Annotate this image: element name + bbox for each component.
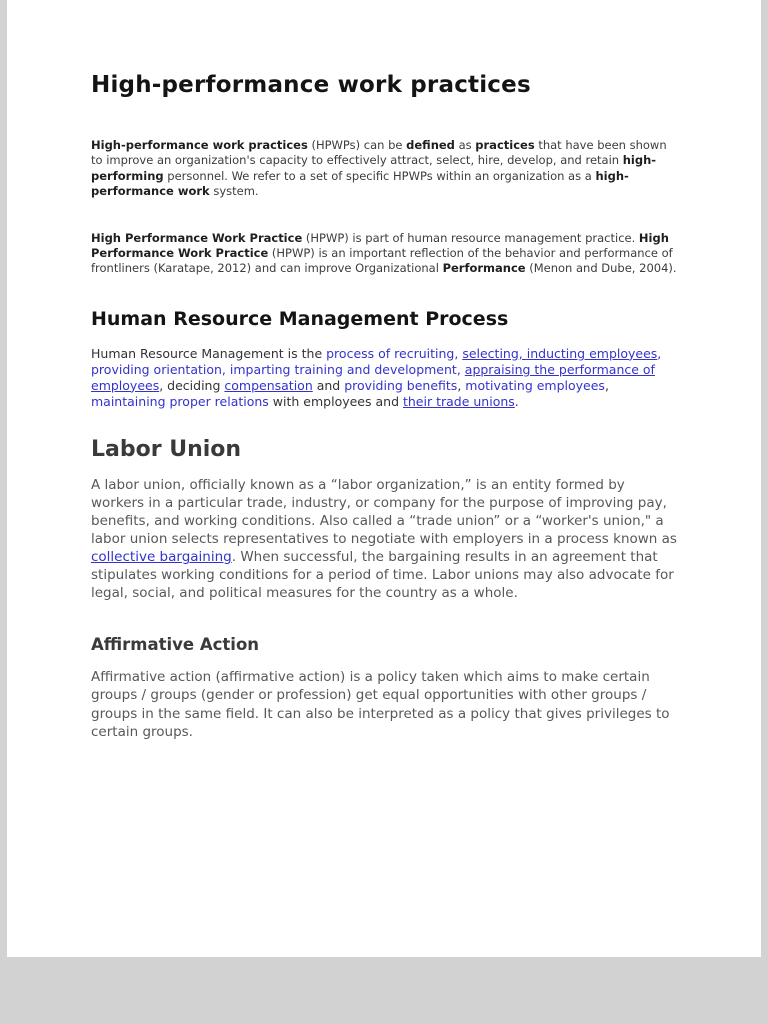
text-segment: (HPWP) is an important reflection of the behavior and performance of frontliners (Karatape, 2012) and can improve Organizational bbox=[91, 246, 673, 276]
text-segment: high-performing bbox=[91, 153, 657, 183]
text-segment: High-performance work practices bbox=[91, 138, 308, 152]
text-segment: Performance bbox=[442, 261, 526, 276]
inline-link[interactable]: compensation bbox=[224, 377, 313, 393]
text-segment: (HPWP) is part of human resource management practice. bbox=[302, 230, 639, 245]
inline-link[interactable]: maintaining proper relations bbox=[91, 393, 269, 409]
text-segment: High-performance work practices bbox=[91, 72, 531, 98]
text-segment: , bbox=[657, 345, 662, 361]
text-segment: A labor union, officially known as a “labor organization,” is an entity formed by workers in a particular trade, industry, or company for the purpose of improving pay, benefits, and working conditions. Also called a “trade union” or a “worker's union," a labor union selects representatives to negotiate with employers in a process known as bbox=[91, 476, 677, 548]
text-segment: . bbox=[514, 393, 519, 409]
text-segment: High Performance Work Practice bbox=[91, 230, 303, 245]
document-title bbox=[91, 72, 679, 98]
text-segment: Affirmative action (affirmative action) is a policy taken which aims to make certain groups / groups (gender or profession) get equal opportunities with other groups / groups in the same field. It can also be interpreted as a policy that gives privileges to certain groups. bbox=[91, 669, 670, 740]
text-segment: Human Resource Management is the bbox=[91, 345, 327, 361]
text-segment: , bbox=[604, 377, 609, 393]
text-segment: system. bbox=[209, 184, 259, 199]
text-segment: practices bbox=[475, 138, 535, 152]
hrm-process-paragraph bbox=[91, 346, 679, 410]
text-segment: , bbox=[457, 377, 466, 393]
inline-link[interactable]: motivating employees bbox=[465, 377, 605, 393]
text-segment: , bbox=[518, 345, 527, 361]
inline-link[interactable]: collective bargaining bbox=[91, 549, 232, 566]
text-segment: high-performance work bbox=[91, 168, 629, 199]
inline-link[interactable]: selecting bbox=[462, 345, 519, 361]
text-segment: . When successful, the bargaining results in an agreement that stipulates working conditions for a period of time. Labor unions may also advocate for legal, social, and political measures for the country as a whole. bbox=[91, 549, 674, 602]
inline-link[interactable]: their trade unions bbox=[402, 393, 515, 409]
inline-link[interactable]: providing orientation, imparting training and development bbox=[91, 361, 457, 377]
inline-link[interactable]: appraising the performance of employees bbox=[91, 361, 655, 393]
text-segment: Affirmative Action bbox=[91, 635, 260, 655]
labor-union-paragraph bbox=[91, 476, 679, 603]
hpwp-hr-paragraph bbox=[91, 231, 679, 277]
text-segment: , bbox=[454, 345, 463, 361]
text-segment: (Menon and Dube, 2004). bbox=[525, 261, 677, 276]
text-segment: and bbox=[312, 377, 345, 393]
inline-link[interactable]: providing benefits bbox=[344, 377, 458, 393]
heading-hrm-process bbox=[91, 308, 679, 330]
text-segment: High Performance Work Practice bbox=[91, 230, 669, 261]
document-content bbox=[7, 0, 761, 741]
document-page bbox=[7, 0, 761, 957]
text-segment: , deciding bbox=[159, 377, 225, 393]
text-segment: as bbox=[454, 138, 476, 152]
text-segment: with employees and bbox=[268, 393, 403, 409]
text-segment: , bbox=[456, 361, 465, 377]
hpwp-definition-paragraph bbox=[91, 138, 679, 200]
inline-link[interactable]: process of recruiting bbox=[326, 345, 455, 361]
text-segment: Human Resource Management Process bbox=[91, 307, 509, 330]
inline-link[interactable]: inducting employees bbox=[526, 345, 658, 361]
affirmative-action-paragraph bbox=[91, 668, 679, 740]
text-segment: that have been shown to improve an organization's capacity to effectively attract, select, hire, develop, and retain bbox=[91, 138, 667, 168]
text-segment: (HPWPs) can be bbox=[307, 138, 407, 152]
text-segment: defined bbox=[406, 138, 455, 152]
text-segment: personnel. We refer to a set of specific HPWPs within an organization as a bbox=[163, 168, 596, 183]
heading-affirmative-action bbox=[91, 635, 679, 654]
text-segment: Labor Union bbox=[91, 436, 242, 462]
heading-labor-union bbox=[91, 437, 679, 462]
